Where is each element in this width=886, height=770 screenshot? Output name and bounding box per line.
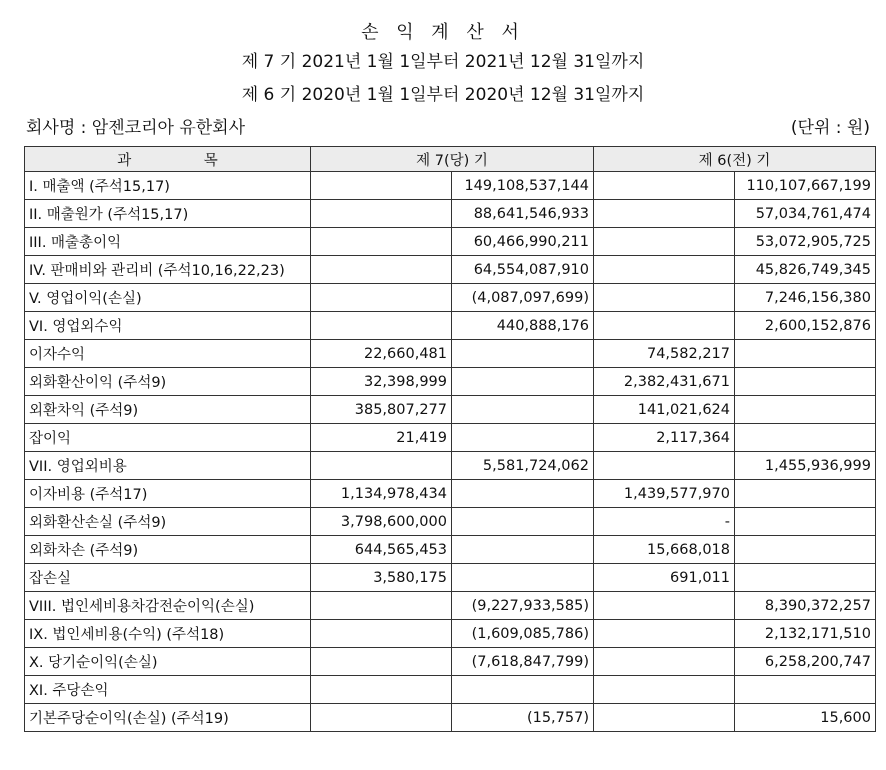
prior-detail-cell: 74,582,217 [594, 340, 735, 368]
current-detail-cell: 3,798,600,000 [311, 508, 452, 536]
prior-detail-cell [594, 676, 735, 704]
current-detail-cell [311, 200, 452, 228]
prior-total-cell: 45,826,749,345 [735, 256, 876, 284]
prior-total-cell [735, 536, 876, 564]
current-total-cell: (15,757) [452, 704, 594, 732]
prior-detail-cell: 691,011 [594, 564, 735, 592]
column-header-item: 과 목 [25, 147, 311, 172]
current-total-cell: 64,554,087,910 [452, 256, 594, 284]
table-row [25, 564, 876, 592]
current-total-cell: 440,888,176 [452, 312, 594, 340]
current-total-cell [452, 368, 594, 396]
row-label: 잡손실 [25, 564, 311, 592]
prior-total-cell [735, 480, 876, 508]
prior-detail-cell [594, 312, 735, 340]
table-row [25, 200, 876, 228]
current-total-cell [452, 508, 594, 536]
row-label: III. 매출총이익 [25, 228, 311, 256]
row-label: 이자비용 (주석17) [25, 480, 311, 508]
row-label: 기본주당순이익(손실) (주석19) [25, 704, 311, 732]
current-total-cell [452, 676, 594, 704]
row-label: IV. 판매비와 관리비 (주석10,16,22,23) [25, 256, 311, 284]
table-row [25, 256, 876, 284]
current-total-cell: (9,227,933,585) [452, 592, 594, 620]
period-current: 제 7 기 2021년 1월 1일부터 2021년 12월 31일까지 [241, 52, 645, 72]
current-detail-cell [311, 452, 452, 480]
prior-total-cell [735, 340, 876, 368]
prior-detail-cell [594, 284, 735, 312]
row-label: V. 영업이익(손실) [25, 284, 311, 312]
prior-total-cell [735, 508, 876, 536]
current-total-cell [452, 480, 594, 508]
current-total-cell: 149,108,537,144 [452, 172, 594, 200]
prior-detail-cell: 1,439,577,970 [594, 480, 735, 508]
prior-detail-cell: - [594, 508, 735, 536]
table-row [25, 368, 876, 396]
prior-total-cell [735, 368, 876, 396]
table-row [25, 172, 876, 200]
prior-total-cell: 1,455,936,999 [735, 452, 876, 480]
table-row [25, 228, 876, 256]
statement-title: 손 익 계 산 서 [361, 22, 525, 43]
current-total-cell [452, 564, 594, 592]
prior-detail-cell [594, 172, 735, 200]
row-label: VI. 영업외수익 [25, 312, 311, 340]
table-row [25, 592, 876, 620]
prior-total-cell: 110,107,667,199 [735, 172, 876, 200]
current-detail-cell [311, 620, 452, 648]
prior-total-cell [735, 676, 876, 704]
table-row [25, 480, 876, 508]
prior-total-cell: 2,132,171,510 [735, 620, 876, 648]
row-label: VII. 영업외비용 [25, 452, 311, 480]
current-detail-cell [311, 704, 452, 732]
table-row [25, 424, 876, 452]
prior-detail-cell: 141,021,624 [594, 396, 735, 424]
row-label: 외환차익 (주석9) [25, 396, 311, 424]
period-prior: 제 6 기 2020년 1월 1일부터 2020년 12월 31일까지 [241, 85, 645, 105]
row-label: 외화환산이익 (주석9) [25, 368, 311, 396]
table-row [25, 508, 876, 536]
row-label: 외화환산손실 (주석9) [25, 508, 311, 536]
table-row [25, 536, 876, 564]
prior-total-cell: 57,034,761,474 [735, 200, 876, 228]
prior-detail-cell [594, 648, 735, 676]
current-detail-cell [311, 676, 452, 704]
current-detail-cell [311, 284, 452, 312]
current-total-cell: (7,618,847,799) [452, 648, 594, 676]
row-label: IX. 법인세비용(수익) (주석18) [25, 620, 311, 648]
prior-detail-cell [594, 200, 735, 228]
income-statement-table [24, 146, 876, 732]
currency-unit: (단위 : 원) [790, 118, 870, 138]
current-detail-cell [311, 648, 452, 676]
prior-total-cell: 2,600,152,876 [735, 312, 876, 340]
current-detail-cell: 1,134,978,434 [311, 480, 452, 508]
prior-total-cell: 7,246,156,380 [735, 284, 876, 312]
current-detail-cell: 22,660,481 [311, 340, 452, 368]
prior-total-cell: 6,258,200,747 [735, 648, 876, 676]
column-header-current: 제 7(당) 기 [311, 147, 594, 172]
prior-total-cell [735, 564, 876, 592]
prior-detail-cell [594, 228, 735, 256]
prior-total-cell: 8,390,372,257 [735, 592, 876, 620]
current-total-cell: 88,641,546,933 [452, 200, 594, 228]
current-detail-cell [311, 256, 452, 284]
company-name: 회사명 : 암젠코리아 유한회사 [26, 118, 246, 138]
current-detail-cell: 644,565,453 [311, 536, 452, 564]
current-detail-cell [311, 312, 452, 340]
current-detail-cell: 32,398,999 [311, 368, 452, 396]
current-detail-cell: 385,807,277 [311, 396, 452, 424]
column-header-prior: 제 6(전) 기 [594, 147, 876, 172]
prior-total-cell: 53,072,905,725 [735, 228, 876, 256]
current-detail-cell [311, 592, 452, 620]
current-total-cell: (1,609,085,786) [452, 620, 594, 648]
table-row [25, 312, 876, 340]
current-detail-cell [311, 228, 452, 256]
prior-total-cell [735, 424, 876, 452]
prior-detail-cell [594, 256, 735, 284]
row-label: I. 매출액 (주석15,17) [25, 172, 311, 200]
prior-detail-cell [594, 592, 735, 620]
table-row [25, 620, 876, 648]
current-total-cell [452, 340, 594, 368]
row-label: XI. 주당손익 [25, 676, 311, 704]
prior-detail-cell: 15,668,018 [594, 536, 735, 564]
table-body [25, 172, 876, 732]
table-row [25, 704, 876, 732]
prior-detail-cell: 2,117,364 [594, 424, 735, 452]
row-label: 잡이익 [25, 424, 311, 452]
table-row [25, 676, 876, 704]
current-detail-cell: 3,580,175 [311, 564, 452, 592]
prior-detail-cell [594, 704, 735, 732]
row-label: II. 매출원가 (주석15,17) [25, 200, 311, 228]
current-total-cell [452, 396, 594, 424]
current-detail-cell: 21,419 [311, 424, 452, 452]
table-row [25, 284, 876, 312]
row-label: 외화차손 (주석9) [25, 536, 311, 564]
prior-total-cell: 15,600 [735, 704, 876, 732]
current-total-cell: 5,581,724,062 [452, 452, 594, 480]
table-row [25, 452, 876, 480]
row-label: X. 당기순이익(손실) [25, 648, 311, 676]
current-detail-cell [311, 172, 452, 200]
table-header-row [25, 147, 876, 172]
row-label: VIII. 법인세비용차감전순이익(손실) [25, 592, 311, 620]
current-total-cell: (4,087,097,699) [452, 284, 594, 312]
prior-total-cell [735, 396, 876, 424]
current-total-cell [452, 536, 594, 564]
prior-detail-cell [594, 620, 735, 648]
row-label: 이자수익 [25, 340, 311, 368]
current-total-cell: 60,466,990,211 [452, 228, 594, 256]
prior-detail-cell [594, 452, 735, 480]
table-row [25, 340, 876, 368]
prior-detail-cell: 2,382,431,671 [594, 368, 735, 396]
current-total-cell [452, 424, 594, 452]
table-row [25, 648, 876, 676]
table-row [25, 396, 876, 424]
